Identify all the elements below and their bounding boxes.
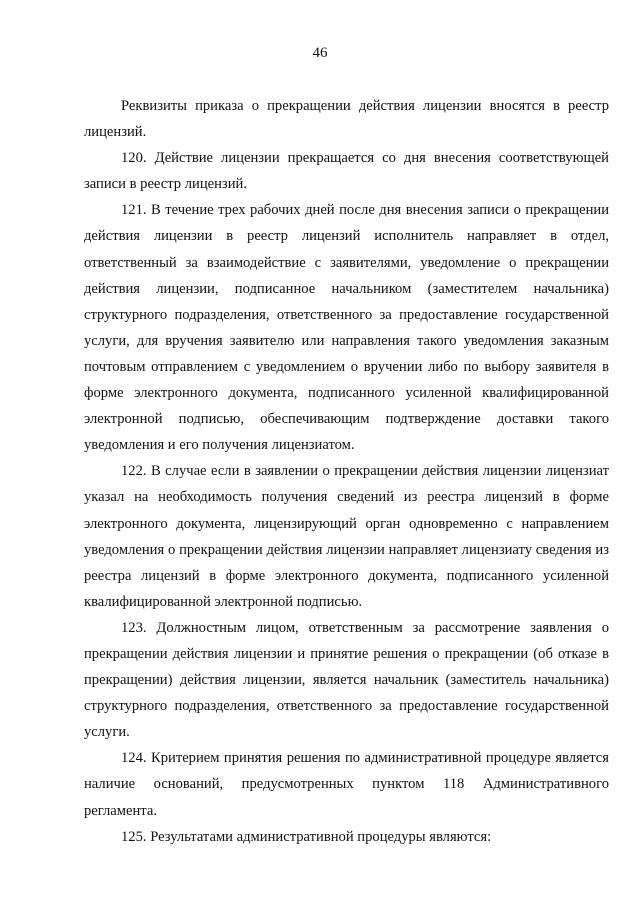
paragraph-125: 125. Результатами административной процедуры являются: bbox=[121, 828, 492, 845]
page-number: 46 bbox=[312, 45, 328, 61]
paragraph-122: 122. В случае если в заявлении о прекращении действия лицензии лицензиат указал на необходимость получения сведений из реестра лицензий в форме электронного документа, лицензирующий орган одновременно с направлением уведомления о прекращении действия лицензии направляет лицензиату сведения из реестра лицензий в форме электронного документа, подписанного усиленной квалифицированной электронной подписью. bbox=[84, 463, 609, 610]
paragraph-124: 124. Критерием принятия решения по административной процедуре является наличие оснований, предусмотренных пунктом 118 Административного регламента. bbox=[84, 750, 609, 819]
document-body bbox=[84, 93, 609, 850]
paragraph-121: 121. В течение трех рабочих дней после дня внесения записи о прекращении действия лицензии в реестр лицензий исполнитель направляет в отдел, ответственный за взаимодействие с заявителями, уведомление о прекращении действия лицензии, подписанное начальником (заместителем начальника) структурного подразделения, ответственного за предоставление государственной услуги, для вручения заявителю или направления такого уведомления заказным почтовым отправлением с уведомлением о вручении либо по выбору заявителя в форме электронного документа, подписанного усиленной квалифицированной электронной подписью, обеспечивающим подтверждение доставки такого уведомления и его получения лицензиатом. bbox=[84, 202, 609, 454]
paragraph-registry-details: Реквизиты приказа о прекращении действия лицензии вносятся в реестр лицензий. bbox=[84, 98, 609, 141]
paragraph-123: 123. Должностным лицом, ответственным за рассмотрение заявления о прекращении действия лицензии и принятие решения о прекращении (об отказе в прекращении) действия лицензии, является начальник (заместитель начальника) структурного подразделения, ответственного за предоставление государственной услуги. bbox=[84, 619, 609, 741]
paragraph-120: 120. Действие лицензии прекращается со дня внесения соответствующей записи в реестр лицензий. bbox=[84, 150, 609, 193]
